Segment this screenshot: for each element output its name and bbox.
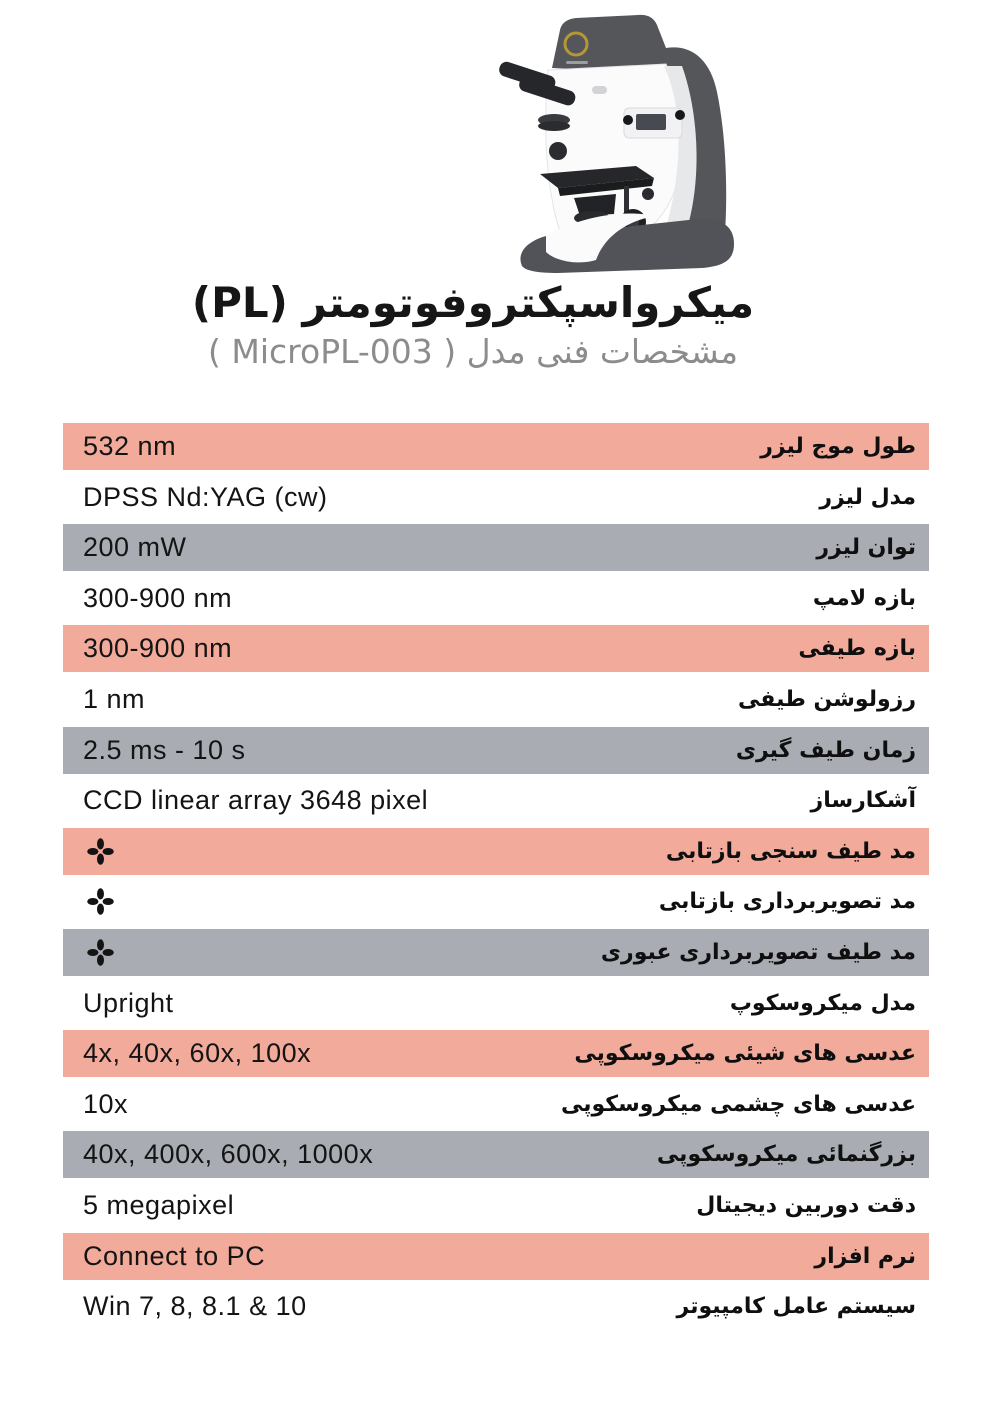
spec-label: رزولوشن طیفی [738,686,916,712]
spec-value: 40x, 400x, 600x, 1000x [83,1139,374,1170]
spec-value: Win 7, 8, 8.1 & 10 [83,1291,307,1322]
four-petal-check-icon [87,939,114,966]
spec-value: CCD linear array 3648 pixel [83,785,429,816]
spec-value: Connect to PC [83,1240,266,1271]
page-subtitle: مشخصات فنی مدل ( MicroPL-003 ) [208,332,738,372]
spec-row [63,474,929,521]
spec-value: 300-900 nm [83,582,233,613]
spec-row [63,524,929,571]
spec-label: مد طیف سنجی بازتابی [665,838,916,864]
spec-label: مد تصویربرداری بازتابی [658,889,916,915]
spec-row [63,929,929,976]
spec-row [63,1131,929,1178]
spec-row [63,423,929,470]
spec-row [63,777,929,824]
four-petal-check-icon [87,838,114,865]
spec-label: بزرگنمائی میکروسکوپی [656,1142,916,1168]
spec-row [63,625,929,672]
spec-row [63,1030,929,1077]
spec-row [63,1081,929,1128]
title-block [60,278,886,371]
spec-row [63,980,929,1027]
spec-label: عدسی های چشمی میکروسکوپی [560,1091,916,1117]
spec-label: دقت دوربین دیجیتال [696,1192,916,1218]
spec-label: مدل میکروسکوپ [729,990,916,1016]
spec-row [63,1233,929,1280]
spec-value: 10x [83,1088,129,1119]
spec-row [63,878,929,925]
spec-value: 200 mW [83,532,187,563]
four-petal-check-icon [63,838,114,865]
spec-row [63,828,929,875]
spec-label: بازه لامپ [812,585,916,611]
spec-value: 5 megapixel [83,1189,235,1220]
four-petal-check-icon [87,888,114,915]
spec-row [63,676,929,723]
spec-value: 2.5 ms - 10 s [83,734,246,765]
spec-label: توان لیزر [816,535,916,561]
spec-label: مدل لیزر [819,484,916,510]
spec-label: نرم افزار [814,1243,916,1269]
four-petal-check-icon [63,888,114,915]
spec-row [63,575,929,622]
microscope-image [488,8,788,278]
spec-value: 532 nm [83,431,177,461]
spec-label: عدسی های شیئی میکروسکوپی [574,1041,916,1067]
spec-table [63,423,929,1334]
spec-label: مد طیف تصویربرداری عبوری [600,939,916,965]
spec-row [63,727,929,774]
spec-label: آشکارساز [810,788,916,814]
spec-value: 1 nm [83,683,146,714]
spec-label: زمان طیف گیری [735,737,916,763]
spec-row [63,1182,929,1229]
microscope-illustration [488,8,788,278]
spec-value: DPSS Nd:YAG (cw) [83,481,328,512]
spec-value: 4x, 40x, 60x, 100x [83,1038,312,1069]
spec-label: سیستم عامل کامپیوتر [676,1294,916,1320]
spec-label: بازه طیفی [798,636,916,662]
four-petal-check-icon [63,939,114,966]
spec-label: طول موج لیزر [760,434,916,459]
page-title: میکرواسپکتروفوتومتر (PL) [191,278,755,327]
spec-value: 300-900 nm [83,633,233,664]
spec-value: Upright [83,987,174,1018]
spec-row [63,1283,929,1330]
